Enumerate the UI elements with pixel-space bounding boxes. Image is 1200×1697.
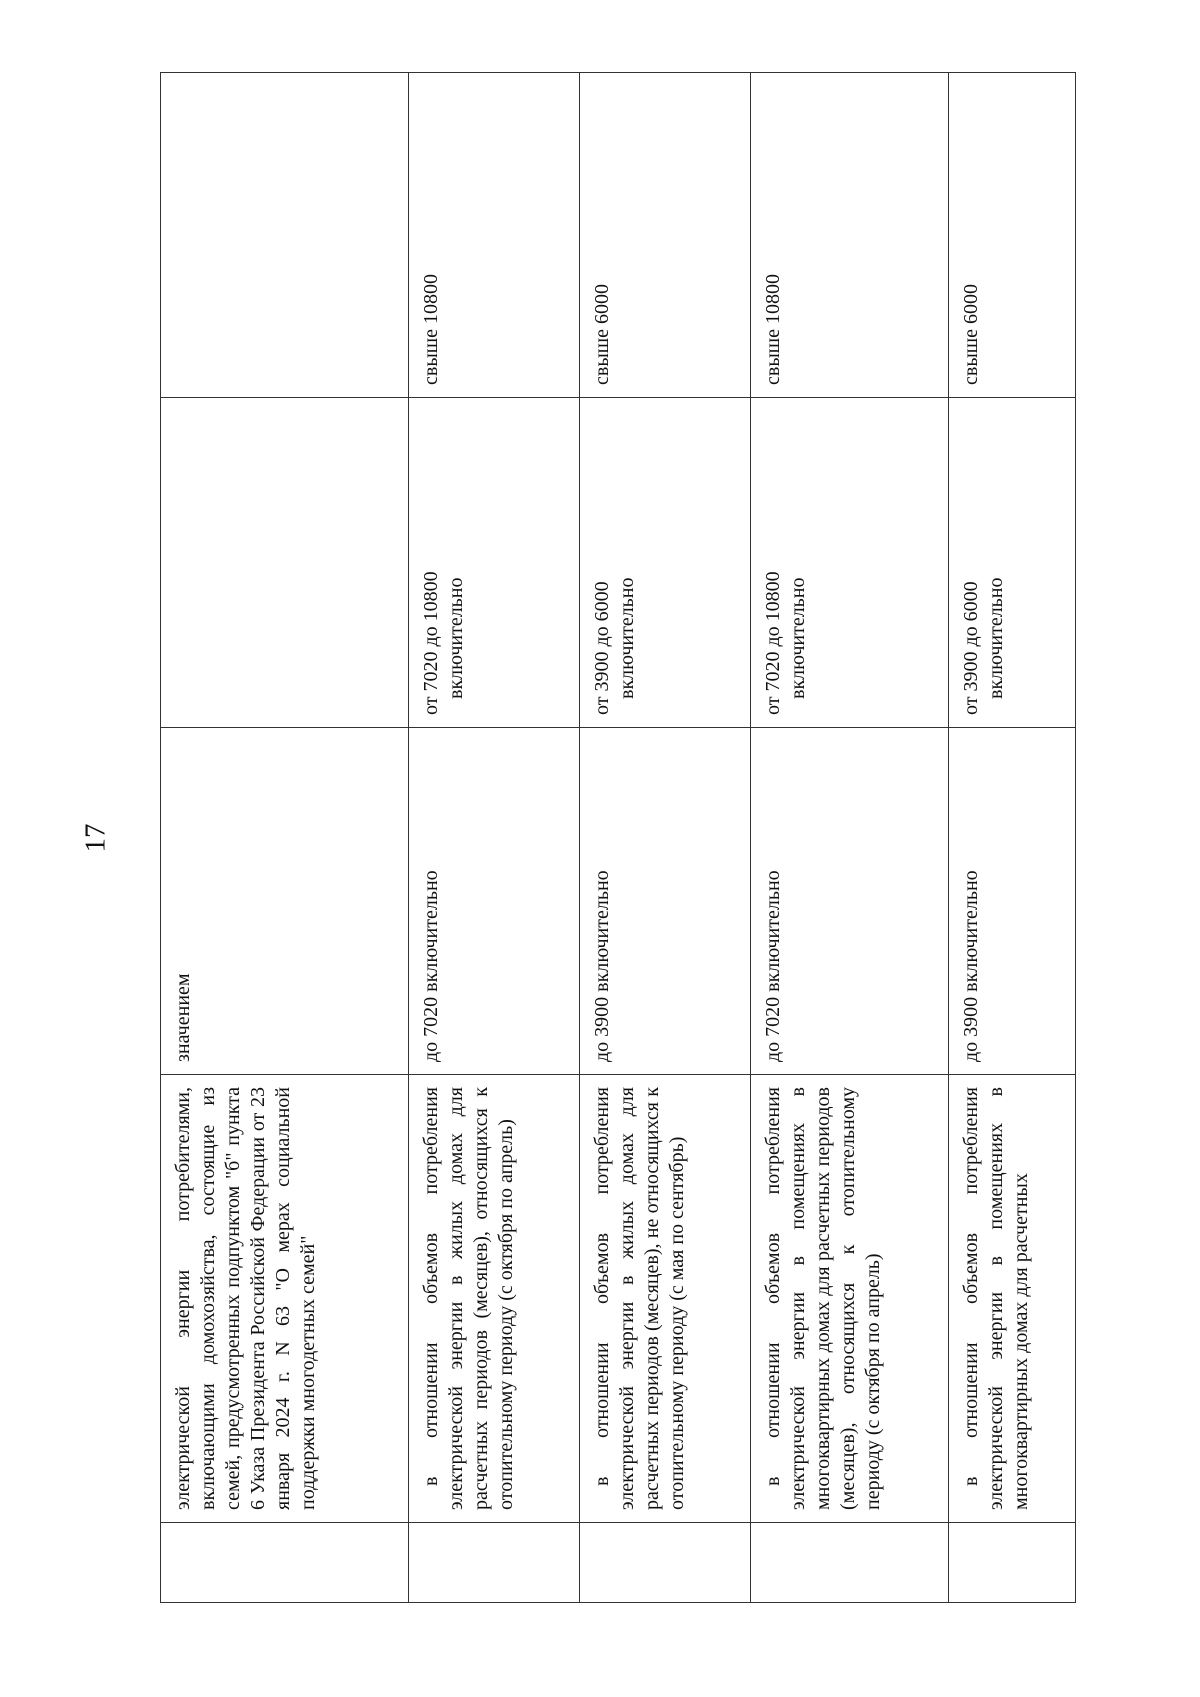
description-cell <box>751 1075 949 1523</box>
above-text: свыше 10800 <box>762 273 784 385</box>
range-from-text: от 3900 до 6000 <box>960 581 982 715</box>
upto-cell <box>949 728 1076 1075</box>
tariff-table-frame <box>160 73 1075 1603</box>
upto-text: до 3900 включительно <box>591 870 613 1062</box>
description-cell <box>409 1075 580 1523</box>
range-incl-text: включительно <box>445 577 467 699</box>
description-cell <box>161 1075 409 1523</box>
description-text: в отношении объемов потребления электрической энергии в помещениях в многоквартирных домах для расчетных <box>960 1087 1032 1510</box>
range-cell <box>580 398 751 728</box>
blank-cell <box>161 1523 409 1603</box>
range-from-text: от 3900 до 6000 <box>591 581 613 715</box>
above-label-cell <box>161 73 409 398</box>
value-label-text: значением <box>172 973 194 1062</box>
range-incl-text: включительно <box>787 577 809 699</box>
description-text: в отношении объемов потребления электрической энергии в жилых домах для расчетных периодов (месяцев), не относящихся к отопительному периоду (с мая по сентябрь) <box>591 1087 688 1510</box>
range-label-cell <box>161 398 409 728</box>
above-cell <box>580 73 751 398</box>
range-incl-text: включительно <box>616 577 638 699</box>
upto-cell <box>409 728 580 1075</box>
table-row <box>949 73 1076 1603</box>
table-row <box>580 73 751 1603</box>
blank-cell <box>580 1523 751 1603</box>
above-text: свыше 10800 <box>420 273 442 385</box>
blank-cell <box>949 1523 1076 1603</box>
upto-cell <box>751 728 949 1075</box>
range-from-text: от 7020 до 10800 <box>762 571 784 715</box>
above-cell <box>751 73 949 398</box>
range-cell <box>409 398 580 728</box>
blank-cell <box>409 1523 580 1603</box>
upto-text: до 7020 включительно <box>420 870 442 1062</box>
value-label-cell <box>161 728 409 1075</box>
upto-text: до 7020 включительно <box>762 870 784 1062</box>
upto-cell <box>580 728 751 1075</box>
table-row <box>409 73 580 1603</box>
table-row <box>751 73 949 1603</box>
description-text: в отношении объемов потребления электрической энергии в жилых домах для расчетных периодов (месяцев), относящихся к отопительному периоду (с октября по апрель) <box>420 1087 517 1510</box>
above-text: свыше 6000 <box>960 283 982 385</box>
range-from-text: от 7020 до 10800 <box>420 571 442 715</box>
range-cell <box>751 398 949 728</box>
upto-text: до 3900 включительно <box>960 870 982 1062</box>
rotated-table-container <box>160 73 1075 1603</box>
above-cell <box>949 73 1076 398</box>
range-incl-text: включительно <box>985 577 1007 699</box>
description-cell <box>949 1075 1076 1523</box>
table-row-head <box>161 73 409 1603</box>
tariff-table <box>160 72 1076 1603</box>
above-cell <box>409 73 580 398</box>
page-number-text: 17 <box>79 823 112 853</box>
range-cell <box>949 398 1076 728</box>
description-text: электрической энергии потребителями, включающими домохозяйства, состоящие из семей, предусмотренных подпунктом "б" пункта 6 Указа Президента Российской Федерации от 23 января 2024 г. N 63 "О мерах социальной поддержки многодетных семей" <box>172 1087 319 1510</box>
description-text: в отношении объемов потребления электрической энергии в помещениях в многоквартирных домах для расчетных периодов (месяцев), относящихся к отопительному периоду (с октября по апрель) <box>762 1087 884 1510</box>
description-cell <box>580 1075 751 1523</box>
blank-cell <box>751 1523 949 1603</box>
above-text: свыше 6000 <box>591 283 613 385</box>
